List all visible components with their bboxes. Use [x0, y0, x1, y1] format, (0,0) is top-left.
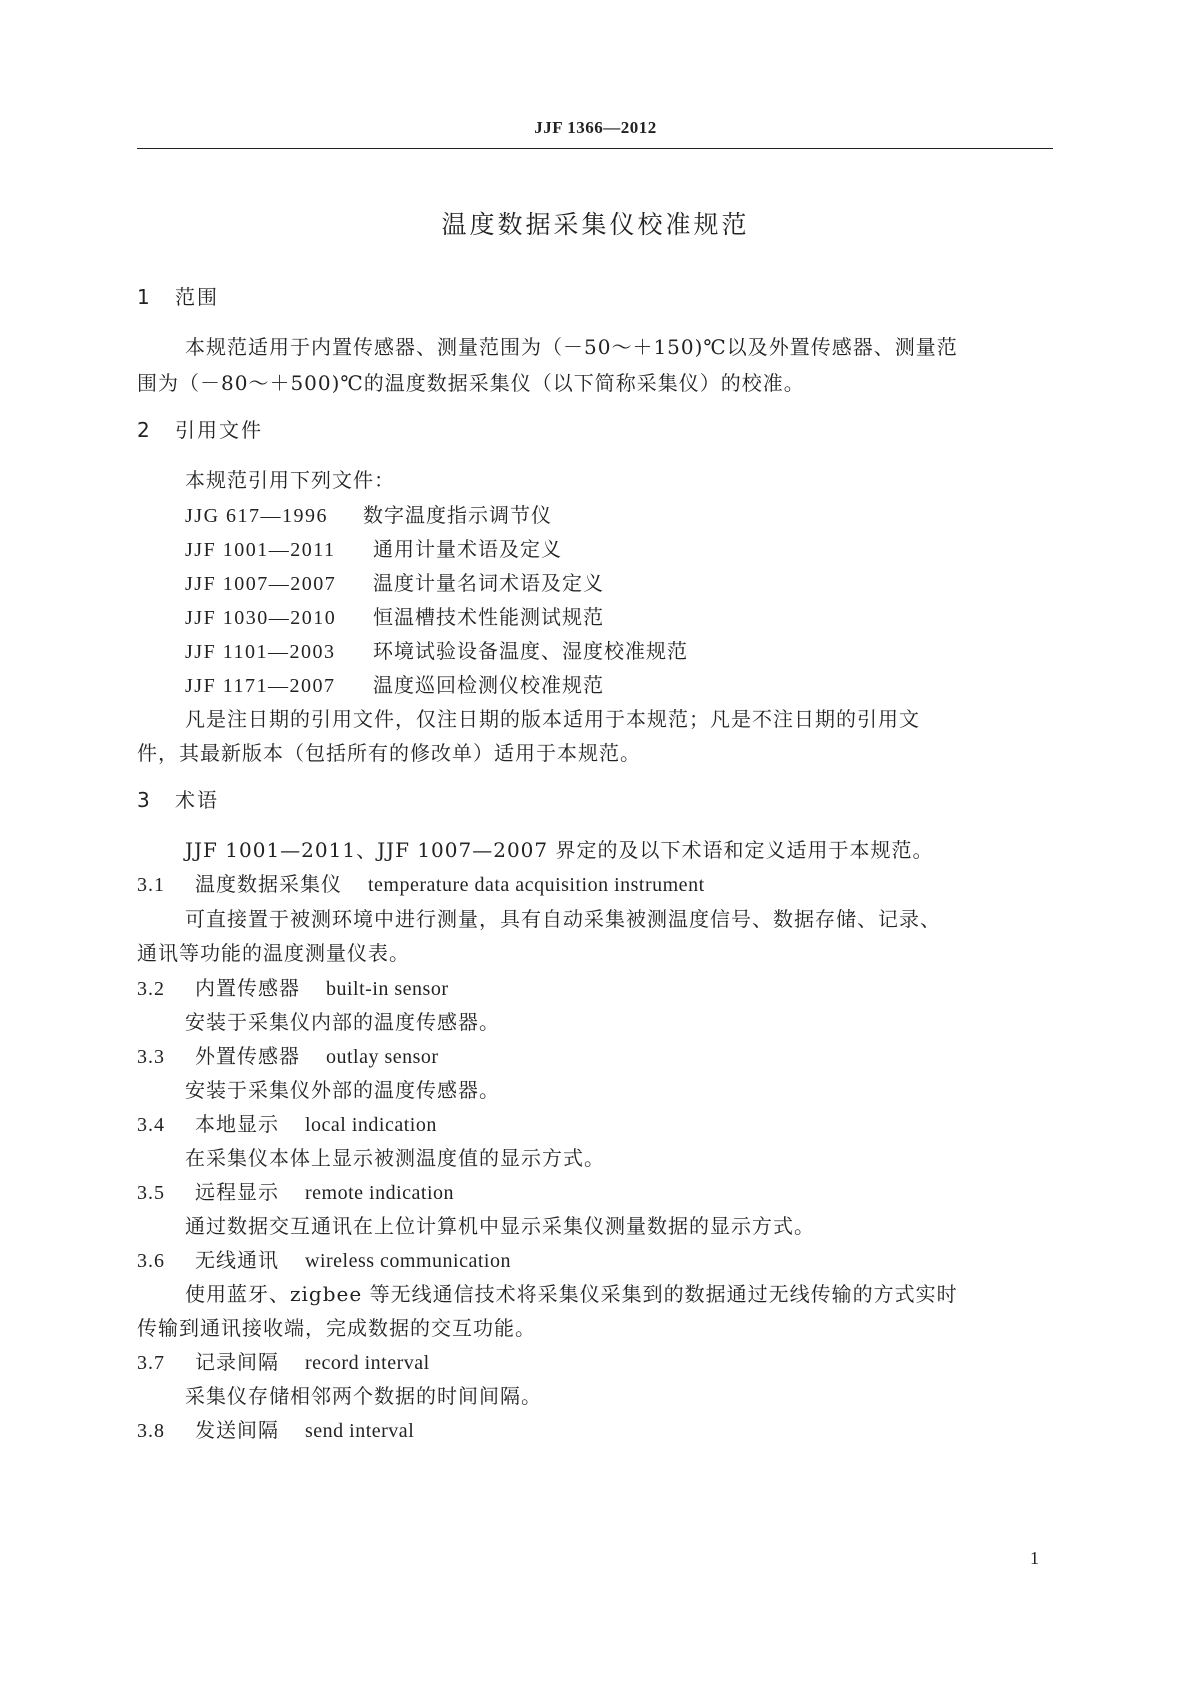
- term-definition: 采集仪存储相邻两个数据的时间间隔。: [185, 1384, 542, 1408]
- term-chinese: 温度数据采集仪: [195, 872, 342, 896]
- reference-item: [185, 601, 604, 630]
- term-definition: 可直接置于被测环境中进行测量，具有自动采集被测温度信号、数据存储、记录、: [185, 907, 941, 931]
- section-1-heading: [137, 281, 219, 310]
- reference-item: [185, 567, 604, 596]
- term-english: local indication: [305, 1114, 437, 1136]
- term-chinese: 远程显示: [195, 1180, 279, 1204]
- paragraph-line: 本规范引用下列文件：: [185, 468, 395, 492]
- term-definition: 使用蓝牙、zigbee 等无线通信技术将采集仪采集到的数据通过无线传输的方式实时: [185, 1282, 958, 1306]
- section-title: 引用文件: [175, 418, 263, 442]
- reference-title: 环境试验设备温度、湿度校准规范: [373, 639, 688, 663]
- term-definition: 安装于采集仪外部的温度传感器。: [185, 1078, 500, 1102]
- reference-item: [185, 533, 562, 562]
- term-chinese: 记录间隔: [195, 1350, 279, 1374]
- term-english: record interval: [305, 1352, 430, 1374]
- section-title: 术语: [175, 788, 219, 812]
- term-item: [137, 868, 705, 897]
- reference-item: [185, 499, 552, 528]
- document-title: 温度数据采集仪校准规范: [441, 210, 750, 239]
- term-chinese: 无线通讯: [195, 1248, 279, 1272]
- term-definition: 安装于采集仪内部的温度传感器。: [185, 1010, 500, 1034]
- reference-code: JJF 1007—2007: [185, 573, 337, 595]
- reference-code: JJF 1171—2007: [185, 675, 336, 697]
- term-chinese: 本地显示: [195, 1112, 279, 1136]
- section-number: 3: [137, 788, 152, 812]
- term-number: 3.8: [137, 1420, 165, 1442]
- section-number: 2: [137, 418, 152, 442]
- term-english: temperature data acquisition instrument: [368, 874, 705, 896]
- reference-title: 温度计量名词术语及定义: [373, 571, 604, 595]
- term-item: [137, 1414, 414, 1443]
- reference-title: 恒温槽技术性能测试规范: [373, 605, 604, 629]
- term-english: send interval: [305, 1420, 415, 1442]
- term-item: [137, 1108, 437, 1137]
- section-3-heading: [137, 784, 219, 813]
- term-english: wireless communication: [305, 1250, 511, 1272]
- standard-code: JJF 1366—2012: [534, 118, 657, 137]
- term-chinese: 内置传感器: [195, 976, 300, 1000]
- term-item: [137, 1244, 511, 1273]
- reference-code: JJF 1030—2010: [185, 607, 337, 629]
- term-definition: 传输到通讯接收端，完成数据的交互功能。: [137, 1316, 536, 1340]
- term-definition: 通讯等功能的温度测量仪表。: [137, 941, 410, 965]
- term-number: 3.2: [137, 978, 165, 1000]
- term-item: [137, 1346, 430, 1375]
- term-item: [137, 972, 449, 1001]
- paragraph-line: 本规范适用于内置传感器、测量范围为（－50～＋150)℃以及外置传感器、测量范: [185, 335, 958, 359]
- term-definition: 在采集仪本体上显示被测温度值的显示方式。: [185, 1146, 605, 1170]
- section-number: 1: [137, 285, 152, 309]
- reference-title: 温度巡回检测仪校准规范: [373, 673, 604, 697]
- term-number: 3.1: [137, 874, 165, 896]
- term-number: 3.6: [137, 1250, 165, 1272]
- paragraph-line: JJF 1001—2011、JJF 1007—2007 界定的及以下术语和定义适用于本规范。: [185, 838, 934, 862]
- paragraph-line: 凡是注日期的引用文件，仅注日期的版本适用于本规范；凡是不注日期的引用文: [185, 707, 920, 731]
- term-item: [137, 1176, 454, 1205]
- section-2-heading: [137, 414, 263, 443]
- reference-code: JJF 1001—2011: [185, 539, 336, 561]
- term-english: remote indication: [305, 1182, 455, 1204]
- reference-code: JJF 1101—2003: [185, 641, 336, 663]
- section-title: 范围: [175, 285, 219, 309]
- reference-title: 数字温度指示调节仪: [363, 503, 552, 527]
- reference-title: 通用计量术语及定义: [373, 537, 562, 561]
- term-chinese: 发送间隔: [195, 1418, 279, 1442]
- header-rule: [137, 148, 1053, 149]
- term-number: 3.7: [137, 1352, 165, 1374]
- term-definition: 通过数据交互通讯在上位计算机中显示采集仪测量数据的显示方式。: [185, 1214, 815, 1238]
- page-number: 1: [1030, 1548, 1039, 1568]
- term-english: built-in sensor: [326, 978, 449, 1000]
- paragraph-line: 围为（－80～＋500)℃的温度数据采集仪（以下简称采集仪）的校准。: [137, 371, 805, 395]
- reference-item: [185, 635, 688, 664]
- reference-code: JJG 617—1996: [185, 505, 329, 527]
- term-number: 3.3: [137, 1046, 165, 1068]
- term-item: [137, 1040, 439, 1069]
- term-number: 3.4: [137, 1114, 165, 1136]
- term-number: 3.5: [137, 1182, 165, 1204]
- reference-item: [185, 669, 604, 698]
- term-chinese: 外置传感器: [195, 1044, 300, 1068]
- paragraph-line: 件，其最新版本（包括所有的修改单）适用于本规范。: [137, 741, 641, 765]
- term-english: outlay sensor: [326, 1046, 439, 1068]
